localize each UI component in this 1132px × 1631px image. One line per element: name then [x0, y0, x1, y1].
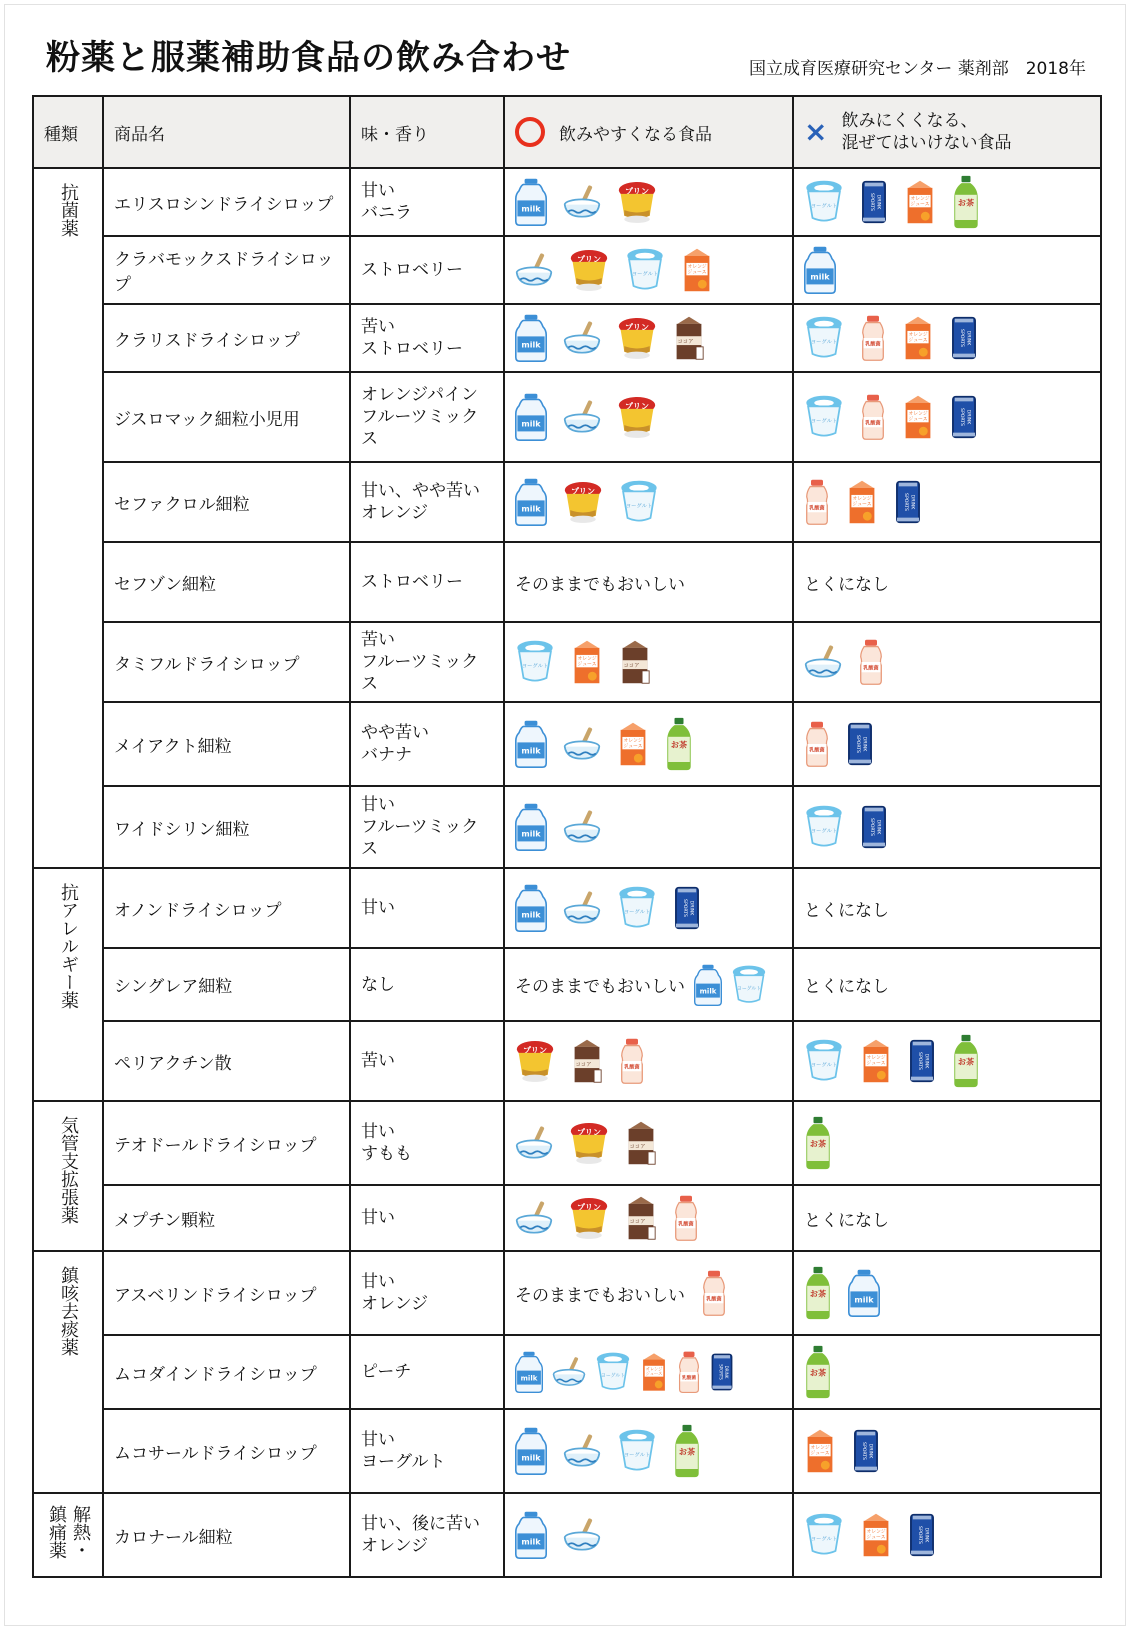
good-foods-cell [504, 1251, 793, 1335]
good-foods-cell [504, 786, 793, 868]
product-name: セフゾン細粒 [103, 542, 350, 622]
pudding-icon [569, 1120, 609, 1166]
sports-drink-icon [908, 1038, 936, 1084]
sports-drink-icon [894, 479, 922, 525]
yogurt-cup-icon [731, 964, 767, 1006]
good-text: そのままでもおいしい [515, 977, 685, 997]
product-name: メイアクト細粒 [103, 702, 350, 786]
bad-foods-cell [793, 304, 1101, 372]
milk-icon [804, 244, 836, 296]
sports-drink-icon [860, 804, 888, 850]
green-tea-icon [952, 1034, 980, 1088]
product-name: シングレア細粒 [103, 948, 350, 1021]
category-cell [33, 168, 103, 868]
bad-foods-cell [793, 1493, 1101, 1577]
milk-icon [694, 961, 722, 1009]
lactic-drink-icon [860, 314, 886, 362]
product-name: クラリスドライシロップ [103, 304, 350, 372]
table-row [33, 702, 1101, 786]
yogurt-cup-icon [595, 1351, 631, 1393]
header-taste: 味・香り [350, 96, 504, 168]
yogurt-bowl-icon [563, 724, 601, 764]
taste-cell: 苦い ストロベリー [350, 304, 504, 372]
good-foods-cell [504, 168, 793, 236]
milk-icon [515, 1348, 543, 1396]
product-name: クラバモックスドライシロップ [103, 236, 350, 304]
taste-cell: 甘い、後に苦い オレンジ [350, 1493, 504, 1577]
orange-juice-icon [902, 394, 934, 440]
bad-foods-cell [793, 1101, 1101, 1185]
page-title: 粉薬と服薬補助食品の飲み合わせ [46, 38, 571, 78]
bad-foods-cell [793, 786, 1101, 868]
circle-icon [515, 117, 545, 147]
category-label: 解熱・ 鎮痛薬 [46, 1504, 91, 1559]
bad-foods-cell [793, 462, 1101, 542]
milk-icon [515, 801, 547, 853]
yogurt-cup-icon [804, 1512, 844, 1558]
bad-foods-cell [793, 622, 1101, 702]
table-row [33, 1493, 1101, 1577]
category-cell [33, 1251, 103, 1493]
product-name: ムコダインドライシロップ [103, 1335, 350, 1409]
yogurt-cup-icon [804, 179, 844, 225]
table-row [33, 948, 1101, 1021]
product-name: オノンドライシロップ [103, 868, 350, 948]
pudding-icon [569, 1195, 609, 1241]
orange-juice-icon [860, 1038, 892, 1084]
organization-label: 国立成育医療研究センター 薬剤部 2018年 [749, 59, 1086, 79]
category-cell [33, 868, 103, 1101]
bad-foods-cell [793, 168, 1101, 236]
taste-cell: 甘い [350, 1185, 504, 1251]
product-name: エリスロシンドライシロップ [103, 168, 350, 236]
milk-icon [515, 882, 547, 934]
product-name: ペリアクチン散 [103, 1021, 350, 1101]
yogurt-bowl-icon [563, 182, 601, 222]
lactic-drink-icon [701, 1269, 727, 1317]
green-tea-icon [673, 1424, 701, 1478]
table-row [33, 372, 1101, 462]
yogurt-cup-icon [625, 247, 665, 293]
header-bad-label-2: 混ぜてはいけない食品 [841, 133, 1012, 153]
good-foods-cell [504, 1409, 793, 1493]
good-foods-cell [504, 1101, 793, 1185]
bad-foods-cell [793, 1021, 1101, 1101]
lactic-drink-icon [804, 478, 830, 526]
table-row [33, 1021, 1101, 1101]
product-name: テオドールドライシロップ [103, 1101, 350, 1185]
category-label: 抗アレルギー薬 [58, 883, 79, 1009]
orange-juice-icon [617, 721, 649, 767]
category-label: 気管支拡張薬 [58, 1116, 79, 1224]
yogurt-cup-icon [619, 479, 659, 525]
yogurt-bowl-icon [563, 807, 601, 847]
orange-juice-icon [571, 639, 603, 685]
taste-cell: ストロベリー [350, 542, 504, 622]
yogurt-bowl-icon [515, 250, 553, 290]
pudding-icon [617, 394, 657, 440]
product-name: セファクロル細粒 [103, 462, 350, 542]
taste-cell: 苦い [350, 1021, 504, 1101]
yogurt-cup-icon [617, 1428, 657, 1474]
bad-foods-cell: とくになし [793, 1185, 1101, 1251]
taste-cell: なし [350, 948, 504, 1021]
sports-drink-icon [852, 1428, 880, 1474]
taste-cell: 甘い すもも [350, 1101, 504, 1185]
table-row [33, 168, 1101, 236]
table-row [33, 1101, 1101, 1185]
orange-juice-icon [804, 1428, 836, 1474]
cocoa-icon [625, 1195, 657, 1241]
green-tea-icon [804, 1345, 832, 1399]
table-row [33, 868, 1101, 948]
good-foods-cell [504, 1185, 793, 1251]
yogurt-cup-icon [804, 1038, 844, 1084]
yogurt-cup-icon [804, 804, 844, 850]
taste-cell: 甘い ヨーグルト [350, 1409, 504, 1493]
milk-icon [515, 718, 547, 770]
lactic-drink-icon [804, 720, 830, 768]
orange-juice-icon [640, 1351, 668, 1393]
taste-cell: ピーチ [350, 1335, 504, 1409]
taste-cell: 甘い バニラ [350, 168, 504, 236]
taste-cell: ストロベリー [350, 236, 504, 304]
taste-cell: 甘い オレンジ [350, 1251, 504, 1335]
table-row [33, 1251, 1101, 1335]
category-cell [33, 1493, 103, 1577]
green-tea-icon [952, 175, 980, 229]
yogurt-cup-icon [804, 394, 844, 440]
good-text: そのままでもおいしい [515, 1285, 685, 1306]
yogurt-bowl-icon [515, 1123, 553, 1163]
table-row [33, 542, 1101, 622]
table-row [33, 622, 1101, 702]
sports-drink-icon [908, 1512, 936, 1558]
category-label: 鎮咳去痰薬 [58, 1266, 79, 1356]
table-row [33, 786, 1101, 868]
milk-icon [848, 1267, 880, 1319]
sports-drink-icon [950, 394, 978, 440]
good-foods-cell [504, 1493, 793, 1577]
pudding-icon [617, 179, 657, 225]
sports-drink-icon [673, 885, 701, 931]
product-name: タミフルドライシロップ [103, 622, 350, 702]
orange-juice-icon [846, 479, 878, 525]
yogurt-bowl-icon [804, 642, 842, 682]
milk-icon [515, 312, 547, 364]
yogurt-bowl-icon [563, 397, 601, 437]
yogurt-bowl-icon [563, 318, 601, 358]
header-row [33, 96, 1101, 168]
orange-juice-icon [902, 315, 934, 361]
good-foods-cell [504, 372, 793, 462]
orange-juice-icon [904, 179, 936, 225]
cocoa-icon [673, 315, 705, 361]
milk-icon [515, 391, 547, 443]
table-row [33, 1335, 1101, 1409]
taste-cell: やや苦い バナナ [350, 702, 504, 786]
table-row [33, 1185, 1101, 1251]
good-foods-cell [504, 702, 793, 786]
compatibility-table [32, 95, 1102, 1578]
good-foods-cell [504, 1335, 793, 1409]
lactic-drink-icon [860, 393, 886, 441]
sports-drink-icon [846, 721, 874, 767]
pudding-icon [563, 479, 603, 525]
yogurt-bowl-icon [563, 888, 601, 928]
category-cell [33, 1101, 103, 1251]
green-tea-icon [665, 717, 693, 771]
good-foods-cell [504, 236, 793, 304]
lactic-drink-icon [858, 638, 884, 686]
bad-foods-cell [793, 702, 1101, 786]
good-foods-cell [504, 304, 793, 372]
pudding-icon [515, 1038, 555, 1084]
header-category: 種類 [33, 96, 103, 168]
lactic-drink-icon [619, 1037, 645, 1085]
good-foods-cell [504, 868, 793, 948]
orange-juice-icon [860, 1512, 892, 1558]
sports-drink-icon [950, 315, 978, 361]
yogurt-cup-icon [515, 639, 555, 685]
pudding-icon [617, 315, 657, 361]
table-row [33, 1409, 1101, 1493]
taste-cell: 苦い フルーツミックス [350, 622, 504, 702]
product-name: ワイドシリン細粒 [103, 786, 350, 868]
bad-foods-cell [793, 372, 1101, 462]
good-foods-cell [504, 622, 793, 702]
header-bad [793, 96, 1101, 168]
milk-icon [515, 476, 547, 528]
lactic-drink-icon [673, 1194, 699, 1242]
milk-icon [515, 1425, 547, 1477]
yogurt-bowl-icon [515, 1198, 553, 1238]
table-row [33, 462, 1101, 542]
sports-drink-icon [710, 1351, 734, 1393]
taste-cell: 甘い フルーツミックス [350, 786, 504, 868]
bad-foods-cell: とくになし [793, 948, 1101, 1021]
cocoa-icon [619, 639, 651, 685]
taste-cell: オレンジパイン フルーツミックス [350, 372, 504, 462]
pudding-icon [569, 247, 609, 293]
table-row [33, 236, 1101, 304]
yogurt-cup-icon [804, 315, 844, 361]
good-foods-cell: そのままでもおいしい [504, 542, 793, 622]
bad-foods-cell [793, 1409, 1101, 1493]
good-foods-cell [504, 948, 793, 1021]
yogurt-bowl-icon [552, 1354, 586, 1390]
orange-juice-icon [681, 247, 713, 293]
taste-cell: 甘い [350, 868, 504, 948]
header-bad-label-1: 飲みにくくなる、 [841, 111, 978, 131]
sports-drink-icon [860, 179, 888, 225]
bad-foods-cell [793, 1335, 1101, 1409]
green-tea-icon [804, 1266, 832, 1320]
green-tea-icon [804, 1116, 832, 1170]
cocoa-icon [625, 1120, 657, 1166]
bad-foods-cell: とくになし [793, 542, 1101, 622]
bad-foods-cell [793, 1251, 1101, 1335]
lactic-drink-icon [677, 1350, 701, 1394]
product-name: ジスロマック細粒小児用 [103, 372, 350, 462]
good-foods-cell [504, 462, 793, 542]
product-name: ムコサールドライシロップ [103, 1409, 350, 1493]
milk-icon [515, 176, 547, 228]
yogurt-cup-icon [617, 885, 657, 931]
bad-foods-cell: とくになし [793, 868, 1101, 948]
product-name: カロナール細粒 [103, 1493, 350, 1577]
cocoa-icon [571, 1038, 603, 1084]
yogurt-bowl-icon [563, 1515, 601, 1555]
header-good [504, 96, 793, 168]
yogurt-bowl-icon [563, 1431, 601, 1471]
category-label: 抗菌薬 [58, 183, 79, 237]
table-row [33, 304, 1101, 372]
cross-icon: × [804, 115, 828, 148]
header-good-label: 飲みやすくなる食品 [559, 124, 712, 145]
product-name: アスベリンドライシロップ [103, 1251, 350, 1335]
good-foods-cell [504, 1021, 793, 1101]
taste-cell: 甘い、やや苦い オレンジ [350, 462, 504, 542]
bad-foods-cell [793, 236, 1101, 304]
milk-icon [515, 1509, 547, 1561]
header-product: 商品名 [103, 96, 350, 168]
product-name: メプチン顆粒 [103, 1185, 350, 1251]
